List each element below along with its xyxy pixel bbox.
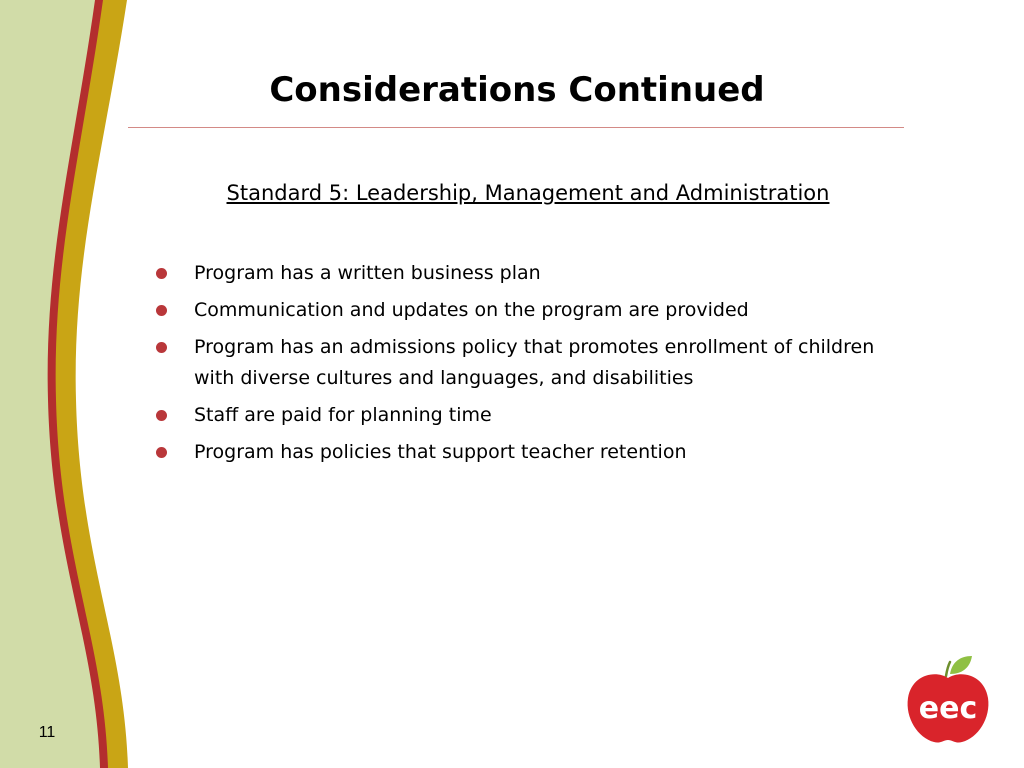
red-dot-icon [156,342,167,353]
slide-subtitle: Standard 5: Leadership, Management and Administration [226,181,830,205]
bullet-item [154,437,894,468]
bullet-item [154,332,894,394]
bullet-list [154,258,894,474]
title-divider [128,127,904,128]
bullet-text: Program has policies that support teacher retention [194,441,687,463]
slide-number: 11 [38,724,56,741]
decorative-sidebar [0,0,140,768]
bullet-item [154,400,894,431]
bullet-text: Program has an admissions policy that promotes enrollment of children with diverse cultures and languages, and disabilities [194,336,875,389]
red-dot-icon [156,305,167,316]
red-dot-icon [156,447,167,458]
bullet-item [154,295,894,326]
red-dot-icon [156,410,167,421]
bullet-text: Program has a written business plan [194,262,541,284]
bullet-text: Staff are paid for planning time [194,404,492,426]
bullet-item [154,258,894,289]
bullet-text: Communication and updates on the program are provided [194,299,749,321]
slide-title: Considerations Continued [269,70,765,110]
red-dot-icon [156,268,167,279]
apple-logo-icon [900,652,996,748]
logo-text: eec [918,691,978,726]
